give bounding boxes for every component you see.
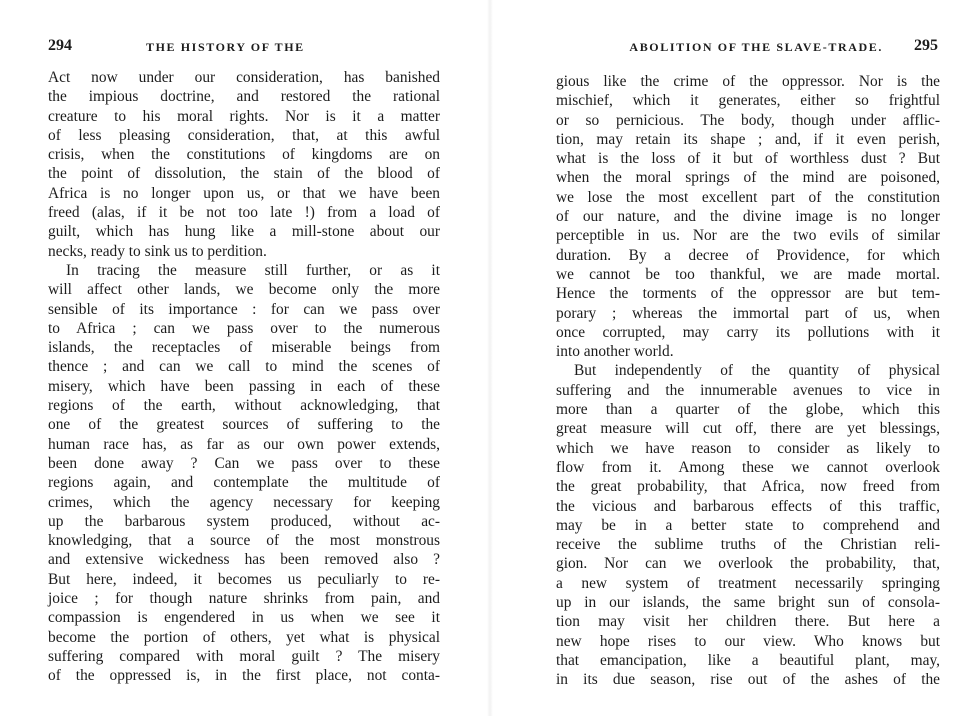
text-line: may be in a better state to comprehend and <box>556 516 940 534</box>
text-line: into another world. <box>556 343 674 361</box>
text-line: flow from it. Among these we cannot overlook <box>556 458 940 476</box>
running-title: ABOLITION OF THE SLAVE-TRADE. <box>629 40 883 54</box>
text-line: of our nature, and the divine image is no longer <box>556 208 940 226</box>
text-line: But here, indeed, it becomes us peculiarly to re- <box>48 570 440 588</box>
text-line: one of the greatest sources of suffering to the <box>48 416 440 434</box>
text-line: mischief, which it generates, either so frightful <box>556 92 940 110</box>
text-line: sensible of its importance : for can we pass over <box>48 300 440 318</box>
text-line: crimes, which the agency necessary for keeping <box>48 493 440 511</box>
text-line: the point of dissolution, the stain of the blood of <box>48 165 440 183</box>
text-line: tion, may retain its shape ; and, if it even perish, <box>556 130 940 148</box>
text-line: duration. By a decree of Providence, for which <box>556 246 940 264</box>
text-line: and extensive wickedness has been removed also ? <box>48 551 440 569</box>
text-line: freed (alas, if it be not too late !) from a load of <box>48 204 440 222</box>
text-line: the impious doctrine, and restored the rational <box>48 88 440 106</box>
text-line: we cannot be too thankful, we are made mortal. <box>556 265 940 283</box>
text-line: thence ; and can we call to mind the scenes of <box>48 358 440 376</box>
text-line: we lose the most excellent part of the constitution <box>556 188 940 206</box>
text-line: human race has, as far as our own power extends, <box>48 435 440 453</box>
text-line: perceptible in us. Nor are the two evils of similar <box>556 227 940 245</box>
text-line: Hence the torments of the oppressor are but tem- <box>556 285 940 303</box>
right-page-header <box>610 37 938 62</box>
page-number: 295 <box>914 37 938 54</box>
text-line: or so pernicious. The body, though under afflic- <box>556 111 940 129</box>
text-line: islands, the receptacles of miserable beings from <box>48 339 440 357</box>
text-line: porary ; whereas the immortal part of us, when <box>556 304 940 322</box>
text-line: new hope rises to our view. Who knows but <box>556 632 940 650</box>
text-line: gious like the crime of the oppressor. Nor is the <box>556 73 940 90</box>
text-line: joice ; for though nature shrinks from pain, and <box>48 590 440 608</box>
text-line: In tracing the measure still further, or as it <box>66 261 440 279</box>
text-line: when the moral springs of the mind are poisoned, <box>556 169 940 187</box>
text-line: of less pleasing consideration, that, at this awful <box>48 126 440 144</box>
text-line: more than a quarter of the globe, which this <box>556 401 940 419</box>
text-line: that emancipation, like a beautiful plant, may, <box>556 651 940 669</box>
text-line: creature to his moral rights. Nor is it a matter <box>48 107 440 125</box>
text-line: the vicious and barbarous effects of this traffic, <box>556 497 940 515</box>
text-line: become the portion of others, yet what is physical <box>48 628 440 646</box>
text-line: up in our islands, the same bright sun of consola- <box>556 594 940 612</box>
text-line: Act now under our consideration, has banished <box>48 69 440 86</box>
text-line: suffering compared with moral guilt ? The misery <box>48 647 440 665</box>
text-line: once corrupted, may carry its pollutions with it <box>556 323 940 341</box>
page-number: 294 <box>48 37 72 54</box>
text-line: misery, which have been passing in each of these <box>48 377 440 395</box>
running-title: THE HISTORY OF THE <box>146 40 305 54</box>
text-line: suffering and the innumerable avenues to vice in <box>556 381 940 399</box>
text-line: compassion is engendered in us when we see it <box>48 609 440 627</box>
text-line: knowledging, that a source of the most monstrous <box>48 532 440 550</box>
text-line: to Africa ; can we pass over to the numerous <box>48 319 440 337</box>
left-page-body <box>48 68 440 686</box>
text-line: gion. Nor can we overlook the probability, that, <box>556 555 940 573</box>
text-line: up the barbarous system produced, without ac- <box>48 512 440 530</box>
text-line: receive the sublime truths of the Christian reli- <box>556 536 940 554</box>
text-line: of the oppressed is, in the first place, not conta- <box>48 667 440 685</box>
text-line: in its due season, rise out of the ashes of the <box>556 671 940 689</box>
text-line: guilt, which has hung like a mill-stone about our <box>48 223 440 241</box>
text-line: great measure will cut off, there are yet blessings, <box>556 420 940 438</box>
text-line: will affect other lands, we become only the more <box>48 281 440 299</box>
text-line: which we have reason to consider as likely to <box>556 439 940 457</box>
right-page-body <box>556 72 940 690</box>
text-line: tion may visit her children there. But here a <box>556 613 940 631</box>
text-line: regions of the earth, without acknowledging, that <box>48 397 440 415</box>
text-line: the great probability, that Africa, now freed from <box>556 478 940 496</box>
text-line: been done away ? Can we pass over to these <box>48 454 440 472</box>
text-line: regions again, and contemplate the multitude of <box>48 474 440 492</box>
text-line: Africa is no longer upon us, or that we have been <box>48 184 440 202</box>
right-page <box>490 0 980 716</box>
text-line: crisis, when the constitutions of kingdoms are on <box>48 146 440 164</box>
text-line: what is the loss of it but of worthless dust ? But <box>556 150 940 168</box>
text-line: But independently of the quantity of physical <box>574 362 940 380</box>
text-line: a new system of treatment necessarily springing <box>556 574 940 592</box>
left-page-header <box>48 37 438 62</box>
text-line: necks, ready to sink us to perdition. <box>48 242 267 260</box>
